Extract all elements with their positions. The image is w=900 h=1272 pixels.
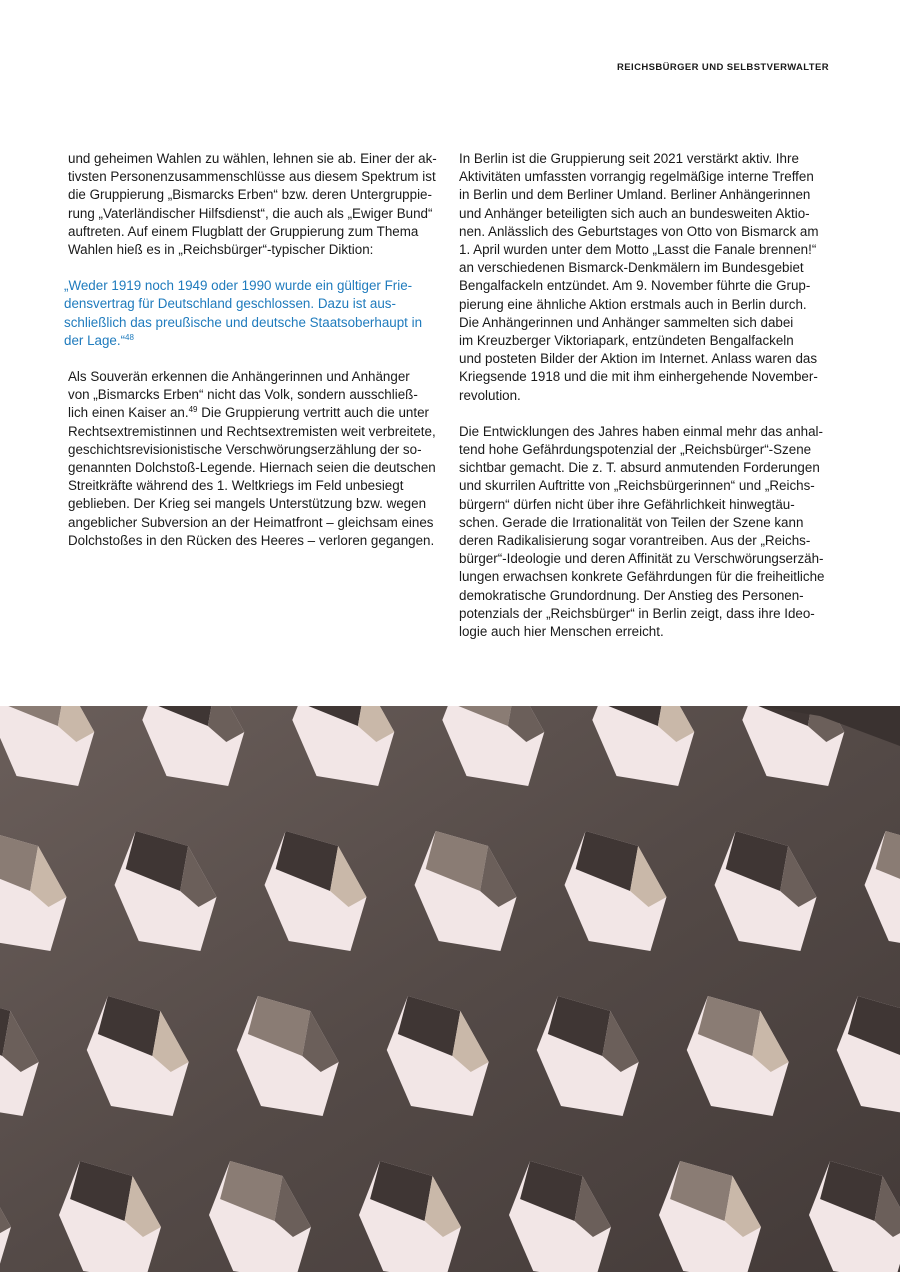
paragraph: Als Souverän erkennen die Anhängerinnen und Anhänger von „Bismarcks Erben“ nicht das Volk, sondern ausschließ- lich einen Kaiser an.$^{49}$ Die Gruppierung vertritt auch die unter Rechtsextremistinnen und Rechtsextremisten weit verbreitete, geschichtsrevisionistische Verschwörungserzählung der so- genannten Dolchstoß-Legende. Hiernach seien die deutschen Streitkräfte während des 1. Weltkriegs im Feld unbesiegt geblieben. Der Krieg sei mangels Unterstützung bzw. wegen angeblicher Subversion an der Heimatfront – gleichsam eines Dolchstoßes in den Rücken des Heeres – verloren gegangen. [68, 369, 436, 548]
paragraph: In Berlin ist die Gruppierung seit 2021 verstärkt aktiv. Ihre Aktivitäten umfassten vorrangig regelmäßige interne Treffen in Berlin und dem Berliner Umland. Berliner Anhängerinnen und Anhänger beteiligten sich auch an bundesweiten Aktio- nen. Anlässlich des Geburtstages von Otto von Bismarck am 1. April wurden unter dem Motto „Lasst die Fanale brennen!“ an verschiedenen Bismarck-Denkmälern im Bundesgebiet Bengalfackeln entzündet. Am 9. November führte die Grup- pierung eine ähnliche Aktion erstmals auch in Berlin durch. Die Anhängerinnen und Anhänger sammelten sich dabei im Kreuzberger Viktoriapark, entzündeten Bengalfackeln und posteten Bilder der Aktion im Internet. Anlass waren das Kriegsende 1918 und die mit ihm einhergehende November- revolution. [459, 151, 819, 403]
facade-photo [0, 706, 900, 1272]
footnote-ref: 48 [125, 332, 134, 342]
running-header: REICHSBÜRGER UND SELBSTVERWALTER [617, 62, 829, 73]
footnote-ref: 49 [188, 405, 198, 415]
left-column [64, 150, 446, 568]
paragraph: und geheimen Wahlen zu wählen, lehnen sie ab. Einer der ak- tivsten Personenzusammenschlüsse aus diesem Spektrum ist die Gruppierung „Bismarcks Erben“ bzw. deren Untergruppie- rung „Vaterländischer Hilfsdienst“, die auch als „Ewiger Bund“ auftreten. Auf einem Flugblatt der Gruppierung zum Thema Wahlen hieß es in „Reichsbürger“-typischer Diktion: [68, 151, 437, 258]
right-column [459, 150, 837, 659]
paragraph: Die Entwicklungen des Jahres haben einmal mehr das anhal- tend hohe Gefährdungspotenzial der „Reichsbürger“-Szene sichtbar gemacht. Die z. T. absurd anmutenden Forderungen und skurrilen Auftritte von „Reichsbürgerinnen“ und „Reichs- bürgern“ dürfen nicht über ihre Gefährlichkeit hinwegtäu- schen. Gerade die Irrationalität von Teilen der Szene kann deren Radikalisierung sogar vorantreiben. Aus der „Reichs- bürger“-Ideologie und deren Affinität zu Verschwörungserzäh- lungen erwachsen konkrete Gefährdungen für die freiheitliche demokratische Grundordnung. Der Anstieg des Personen- potenzials der „Reichsbürger“ in Berlin zeigt, dass ihre Ideo- logie auch hier Menschen erreicht. [459, 423, 825, 640]
concrete-lattice-image [0, 706, 900, 1272]
block-quote: „Weder 1919 noch 1949 oder 1990 wurde ein gültiger Frie- densvertrag für Deutschland geschlossen. Dazu ist aus- schließlich das preußische und deutsche Staatsoberhaupt in der Lage.“$^{48}$ [64, 278, 423, 348]
